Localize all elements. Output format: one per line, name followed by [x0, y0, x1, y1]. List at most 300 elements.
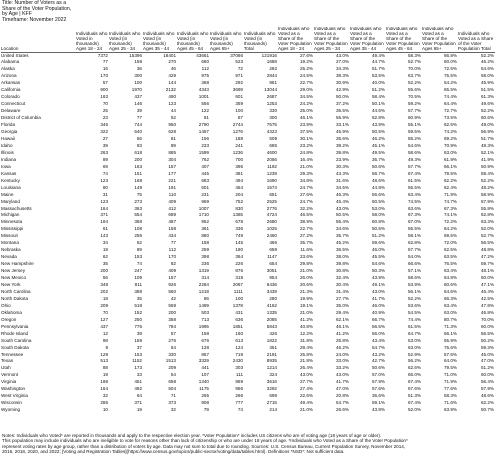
value-cell: 67.4% [407, 379, 421, 385]
value-cell: 46.3% [335, 191, 349, 197]
value-cell: 57.7% [407, 163, 421, 169]
value-cell: 52.0% [480, 226, 494, 232]
value-cell: 35 [136, 295, 142, 301]
value-cell: 66.0% [407, 372, 421, 378]
value-cell: 5843 [266, 323, 277, 329]
value-cell: 74.5% [407, 198, 421, 204]
value-cell: 39 [102, 142, 108, 148]
value-cell: 1710 [198, 212, 209, 218]
value-cell: 52.2% [407, 295, 421, 301]
value-cell: 32.4% [335, 275, 349, 281]
value-cell: 300 [269, 115, 277, 121]
value-cell: 752 [235, 198, 243, 204]
value-cell: 57.1% [407, 268, 421, 274]
table-row [1, 59, 495, 66]
value-cell: 6436 [266, 281, 277, 287]
value-cell: 57.9% [371, 379, 385, 385]
value-cell: 56 [102, 275, 108, 281]
table-header-row [1, 27, 495, 52]
value-cell: 777 [235, 400, 243, 406]
value-cell: 969 [201, 198, 209, 204]
location-cell: California [1, 87, 21, 93]
value-cell: 35.0% [335, 302, 349, 308]
value-cell: 1599 [198, 149, 209, 155]
value-cell: 41.9% [480, 156, 494, 162]
value-cell: 177 [168, 170, 176, 176]
value-cell: 58.1% [407, 233, 421, 239]
value-cell: 1001 [198, 94, 209, 100]
value-cell: 490 [168, 94, 176, 100]
value-cell: 51.2% [371, 87, 385, 93]
value-cell: 58.3% [407, 52, 421, 58]
value-cell: 39 [136, 108, 142, 114]
value-cell: 23.6% [299, 254, 313, 260]
location-cell: North Carolina [1, 288, 31, 294]
value-cell: 46.0% [371, 247, 385, 253]
value-cell: 25.0% [299, 108, 313, 114]
value-cell: 77 [136, 115, 142, 121]
value-cell: 504 [168, 386, 176, 392]
value-cell: 123 [100, 177, 108, 183]
value-cell: 46.2% [480, 59, 494, 65]
value-cell: 74.4% [443, 94, 457, 100]
footnote-line: This population may include individuals who are ineligible to vote for reasons other than lack of citizenship or who are under 18 years of age. *Individuals who Voted as a Share of the Voter Population* [2, 438, 408, 444]
table-row [1, 164, 495, 171]
value-cell: 62.4% [443, 184, 457, 190]
value-cell: 194 [100, 219, 108, 225]
value-cell: 23.2% [299, 142, 313, 148]
value-cell: 2687 [266, 94, 277, 100]
value-cell: 322 [100, 129, 108, 135]
value-cell: 62.5% [443, 122, 457, 128]
value-cell: 74.2% [443, 129, 457, 135]
value-cell: 21.0% [299, 309, 313, 315]
value-cell: 153 [134, 351, 142, 357]
value-cell: 44.6% [371, 108, 385, 114]
value-cell: 10 [102, 407, 108, 413]
value-cell: 144 [168, 80, 176, 86]
value-cell: 45.1% [371, 142, 385, 148]
value-cell: 409 [168, 268, 176, 274]
value-cell: 50.6% [371, 365, 385, 371]
value-cell: 876 [235, 268, 243, 274]
value-cell: 363 [134, 205, 142, 211]
value-cell: 55.9% [335, 115, 349, 121]
value-cell: 59.4% [480, 170, 494, 176]
value-cell: 39 [136, 330, 142, 336]
value-cell: 30.3% [335, 163, 349, 169]
value-cell: 80.7% [443, 316, 457, 322]
value-cell: 64.6% [443, 288, 457, 294]
value-cell: 63.0% [443, 149, 457, 155]
value-cell: 42.5% [480, 295, 494, 301]
value-cell: 44.7% [371, 59, 385, 65]
value-cell: 330 [269, 108, 277, 114]
value-cell: 72.0% [443, 240, 457, 246]
value-cell: 74 [136, 261, 142, 267]
value-cell: 29.3% [299, 170, 313, 176]
table-row [1, 122, 495, 129]
value-cell: 35.7% [299, 240, 313, 246]
location-cell: New Jersey [1, 268, 25, 274]
value-cell: 74.1% [443, 212, 457, 218]
value-cell: 1147 [267, 254, 277, 260]
table-row [1, 178, 495, 185]
value-cell: 250 [134, 316, 142, 322]
value-cell: 37.2% [335, 101, 349, 107]
value-cell: 67.6% [407, 386, 421, 392]
value-cell: 24.7% [299, 184, 313, 190]
value-cell: 38.0% [335, 254, 349, 260]
value-cell: 62.6% [407, 365, 421, 371]
value-cell: 61.9% [443, 156, 457, 162]
value-cell: 1688 [266, 59, 277, 65]
value-cell: 221 [168, 177, 176, 183]
value-cell: 441 [201, 365, 209, 371]
location-cell: Utah [1, 365, 11, 371]
value-cell: 27.7% [299, 379, 313, 385]
value-cell: 60.8% [371, 219, 385, 225]
value-cell: 713 [201, 316, 209, 322]
value-cell: 82 [170, 261, 176, 267]
value-cell: 19.1% [299, 302, 313, 308]
value-cell: 27.4% [299, 386, 313, 392]
value-cell: 48.3% [480, 142, 494, 148]
value-cell: 80 [102, 184, 108, 190]
table-row [1, 317, 495, 324]
value-cell: 487 [168, 219, 176, 225]
value-cell: 62.8% [407, 240, 421, 246]
value-cell: 69.5% [443, 233, 457, 239]
value-cell: 27.2% [299, 233, 313, 239]
value-cell: 59.2% [407, 101, 421, 107]
value-cell: 282 [269, 66, 277, 72]
value-cell: 50.5% [371, 226, 385, 232]
value-cell: 65.5% [443, 87, 457, 93]
column-header: Individuals who Voted as a Share of the Voter Population Total [458, 27, 495, 52]
value-cell: 71.9% [443, 379, 457, 385]
value-cell: 35.5% [335, 108, 349, 114]
value-cell: 60.6% [480, 115, 494, 121]
value-cell: 34.6% [335, 226, 349, 232]
value-cell: 1378 [232, 302, 243, 308]
value-cell: 454 [235, 184, 243, 190]
column-header: Individuals who Voted as a Share of the Voter Population Ages 45 - 64 [386, 27, 422, 52]
value-cell: 3292 [266, 386, 277, 392]
value-cell: 88 [102, 365, 108, 371]
value-cell: 52.7% [480, 233, 494, 239]
value-cell: 55.5% [407, 226, 421, 232]
value-cell: 265 [201, 393, 209, 399]
value-cell: 39.8% [335, 149, 349, 155]
value-cell: 54.6% [407, 142, 421, 148]
location-cell: Illinois [1, 149, 14, 155]
value-cell: 18 [102, 295, 108, 301]
value-cell: 72.5% [443, 66, 457, 72]
value-cell: 59.5% [407, 129, 421, 135]
value-cell: 164 [100, 386, 108, 392]
value-cell: 54.7% [371, 344, 385, 350]
value-cell: 1513 [165, 358, 176, 364]
value-cell: 128 [100, 351, 108, 357]
value-cell: 71.6% [443, 400, 457, 406]
value-cell: 1457 [198, 129, 209, 135]
value-cell: 76.5% [443, 261, 457, 267]
value-cell: 100 [235, 108, 243, 114]
value-cell: 49.0% [480, 122, 494, 128]
value-cell: 67 [237, 115, 243, 121]
value-cell: 60.0% [480, 323, 494, 329]
value-cell: 292 [235, 80, 243, 86]
value-cell: 33.1% [335, 122, 349, 128]
location-cell: South Dakota [1, 344, 29, 350]
value-cell: 54.7% [335, 400, 349, 406]
value-cell: 1995 [198, 323, 209, 329]
value-cell: 100 [235, 295, 243, 301]
value-cell: 63.4% [407, 191, 421, 197]
value-cell: 359 [235, 101, 243, 107]
value-cell: 145 [235, 240, 243, 246]
value-cell: 3051 [266, 268, 277, 274]
value-cell: 55.5% [407, 184, 421, 190]
value-cell: 45.2% [335, 240, 349, 246]
location-cell: Montana [1, 240, 19, 246]
value-cell: 111 [236, 372, 243, 378]
value-cell: 123 [100, 198, 108, 204]
value-cell: 35.7% [335, 233, 349, 239]
value-cell: 2844 [266, 73, 277, 79]
value-cell: 811 [134, 281, 142, 287]
value-cell: 60.0% [443, 59, 457, 65]
value-cell: 2056 [266, 156, 277, 162]
value-cell: 159 [134, 337, 142, 343]
value-cell: 640 [134, 129, 142, 135]
value-cell: 62.5% [443, 247, 457, 253]
value-cell: 54.5% [407, 309, 421, 315]
table-row [1, 303, 495, 310]
column-header: Individuals who Voted (in thousands) Ages 65+ [210, 27, 244, 52]
value-cell: 58.0% [371, 212, 385, 218]
value-cell: 1822 [266, 337, 277, 343]
value-cell: 2085 [266, 316, 277, 322]
value-cell: 50.2% [480, 337, 494, 343]
value-cell: 22.6% [299, 393, 313, 399]
value-cell: 318 [235, 275, 243, 281]
value-cell: 54.6% [371, 261, 385, 267]
value-cell: 2776 [266, 205, 277, 211]
value-cell: 601 [201, 184, 209, 190]
value-cell: 54.0% [407, 254, 421, 260]
value-cell: 67.4% [407, 170, 421, 176]
value-cell: 52.2% [480, 177, 494, 183]
value-cell: 56.0% [371, 330, 385, 336]
value-cell: 77.6% [443, 386, 457, 392]
value-cell: 70 [102, 101, 108, 107]
value-cell: 69.2% [443, 135, 457, 141]
value-cell: 45.0% [480, 351, 494, 357]
location-cell: Alabama [1, 59, 20, 65]
location-cell: Idaho [1, 142, 13, 148]
value-cell: 518 [134, 302, 142, 308]
value-cell: 63.9% [443, 407, 457, 413]
table-row [1, 101, 495, 108]
location-cell: Oklahoma [1, 309, 22, 315]
location-cell: Missouri [1, 233, 19, 239]
value-cell: 48.1% [480, 268, 494, 274]
value-cell: 66.1% [443, 330, 457, 336]
value-cell: 45.9% [335, 129, 349, 135]
value-cell: 79 [203, 407, 209, 413]
value-cell: 426 [269, 330, 277, 336]
value-cell: 63.4% [443, 268, 457, 274]
value-cell: 62.8% [371, 115, 385, 121]
value-cell: 202 [100, 288, 108, 294]
location-cell: Nebraska [1, 247, 21, 253]
value-cell: 27.7% [335, 295, 349, 301]
value-cell: 286 [100, 400, 108, 406]
value-cell: 24.7% [299, 198, 313, 204]
value-cell: 38.3% [335, 73, 349, 79]
table-row [1, 73, 495, 80]
value-cell: 263 [100, 149, 108, 155]
value-cell: 22.7% [299, 80, 313, 86]
value-cell: 900 [100, 87, 108, 93]
value-cell: 43.8% [371, 407, 385, 413]
location-cell: Massachusetts [1, 205, 32, 211]
value-cell: 54.2% [443, 80, 457, 86]
value-cell: 22.7% [299, 226, 313, 232]
value-cell: 33.2% [335, 365, 349, 371]
value-cell: 52.2% [480, 52, 494, 58]
value-cell: 73.5% [443, 115, 457, 121]
value-cell: 157 [168, 275, 176, 281]
value-cell: 63.0% [443, 309, 457, 315]
value-cell: 23 [102, 115, 108, 121]
value-cell: 25.2% [299, 66, 313, 72]
value-cell: 163 [134, 163, 142, 169]
table-row [1, 352, 495, 359]
value-cell: 12 [102, 330, 108, 336]
value-cell: 236 [201, 261, 209, 267]
value-cell: 247 [134, 268, 142, 274]
value-cell: 198 [100, 379, 108, 385]
location-cell: Wyoming [1, 407, 21, 413]
table-row [1, 87, 495, 94]
location-cell: Nevada [1, 254, 17, 260]
location-cell: Indiana [1, 156, 17, 162]
value-cell: 59.7% [480, 261, 494, 267]
table-row [1, 226, 495, 233]
value-cell: 4323 [266, 129, 277, 135]
location-cell: Pennsylvania [1, 323, 29, 329]
value-cell: 56.2% [407, 358, 421, 364]
value-cell: 395 [235, 163, 243, 169]
value-cell: 66.1% [443, 163, 457, 169]
value-cell: 49.3% [407, 156, 421, 162]
table-row [1, 240, 495, 247]
location-cell: Virginia [1, 379, 17, 385]
value-cell: 57 [102, 80, 108, 86]
value-cell: 29.4% [299, 344, 313, 350]
value-cell: 57.7% [407, 108, 421, 114]
value-cell: 3439 [266, 288, 277, 294]
table-row [1, 94, 495, 101]
column-header: Individuals who Voted (in thousands) Total [244, 27, 278, 52]
value-cell: 8935 [266, 358, 277, 364]
table-row [1, 129, 495, 136]
value-cell: 200 [168, 309, 176, 315]
value-cell: 29.0% [299, 87, 313, 93]
value-cell: 16.4% [299, 156, 313, 162]
value-cell: 77 [102, 59, 108, 65]
value-cell: 503 [201, 309, 209, 315]
table-row [1, 400, 495, 407]
table-row [1, 157, 495, 164]
value-cell: 21.0% [299, 407, 313, 413]
value-cell: 40.9% [371, 309, 385, 315]
value-cell: 43.0% [371, 288, 385, 294]
value-cell: 270 [168, 59, 176, 65]
value-cell: 47.0% [335, 386, 349, 392]
value-cell: 41.7% [371, 295, 385, 301]
value-cell: 601 [235, 94, 243, 100]
value-cell: 43.0% [299, 372, 313, 378]
value-cell: 53.5% [371, 73, 385, 79]
value-cell: 214 [269, 407, 277, 413]
value-cell: 46.5% [299, 212, 313, 218]
value-cell: 100 [134, 80, 142, 86]
value-cell: 407 [201, 163, 209, 169]
value-cell: 71.0% [443, 372, 457, 378]
value-cell: 152 [134, 309, 142, 315]
value-cell: 658 [168, 379, 176, 385]
value-cell: 48.8% [480, 247, 494, 253]
table-row [1, 331, 495, 338]
value-cell: 36.7% [371, 156, 385, 162]
table-row [1, 345, 495, 352]
table-row [1, 199, 495, 206]
value-cell: 1340 [198, 379, 209, 385]
location-cell: Texas [1, 358, 13, 364]
value-cell: 63.0% [407, 344, 421, 350]
value-cell: 64.4% [443, 101, 457, 107]
value-cell: 21.0% [299, 163, 313, 169]
value-cell: 55.1% [407, 122, 421, 128]
value-cell: 2191 [266, 351, 277, 357]
value-cell: 434 [168, 233, 176, 239]
value-cell: 55.8% [480, 205, 494, 211]
value-cell: 43661 [196, 52, 209, 58]
location-cell: Mississippi [1, 226, 24, 232]
value-cell: 560 [168, 288, 176, 294]
value-cell: 3699 [232, 87, 243, 93]
table-row [1, 310, 495, 317]
value-cell: 50.0% [335, 94, 349, 100]
value-cell: 24.5% [299, 73, 313, 79]
value-cell: 698 [269, 393, 277, 399]
value-cell: 43.9% [371, 122, 385, 128]
location-cell: Arizona [1, 73, 17, 79]
value-cell: 89 [170, 142, 176, 148]
value-cell: 952 [201, 219, 209, 225]
value-cell: 689 [168, 212, 176, 218]
value-cell: 107 [201, 372, 209, 378]
value-cell: 26.0% [299, 275, 313, 281]
table-row [1, 192, 495, 199]
value-cell: 33.0% [335, 358, 349, 364]
value-cell: 654 [269, 261, 277, 267]
footnote-line: Notes: Individuals who Voted* are reported in thousands and apply to the respective election year. *Voter Population* includes US citizens who are of voting age (18 years of age or older). [2, 433, 382, 438]
